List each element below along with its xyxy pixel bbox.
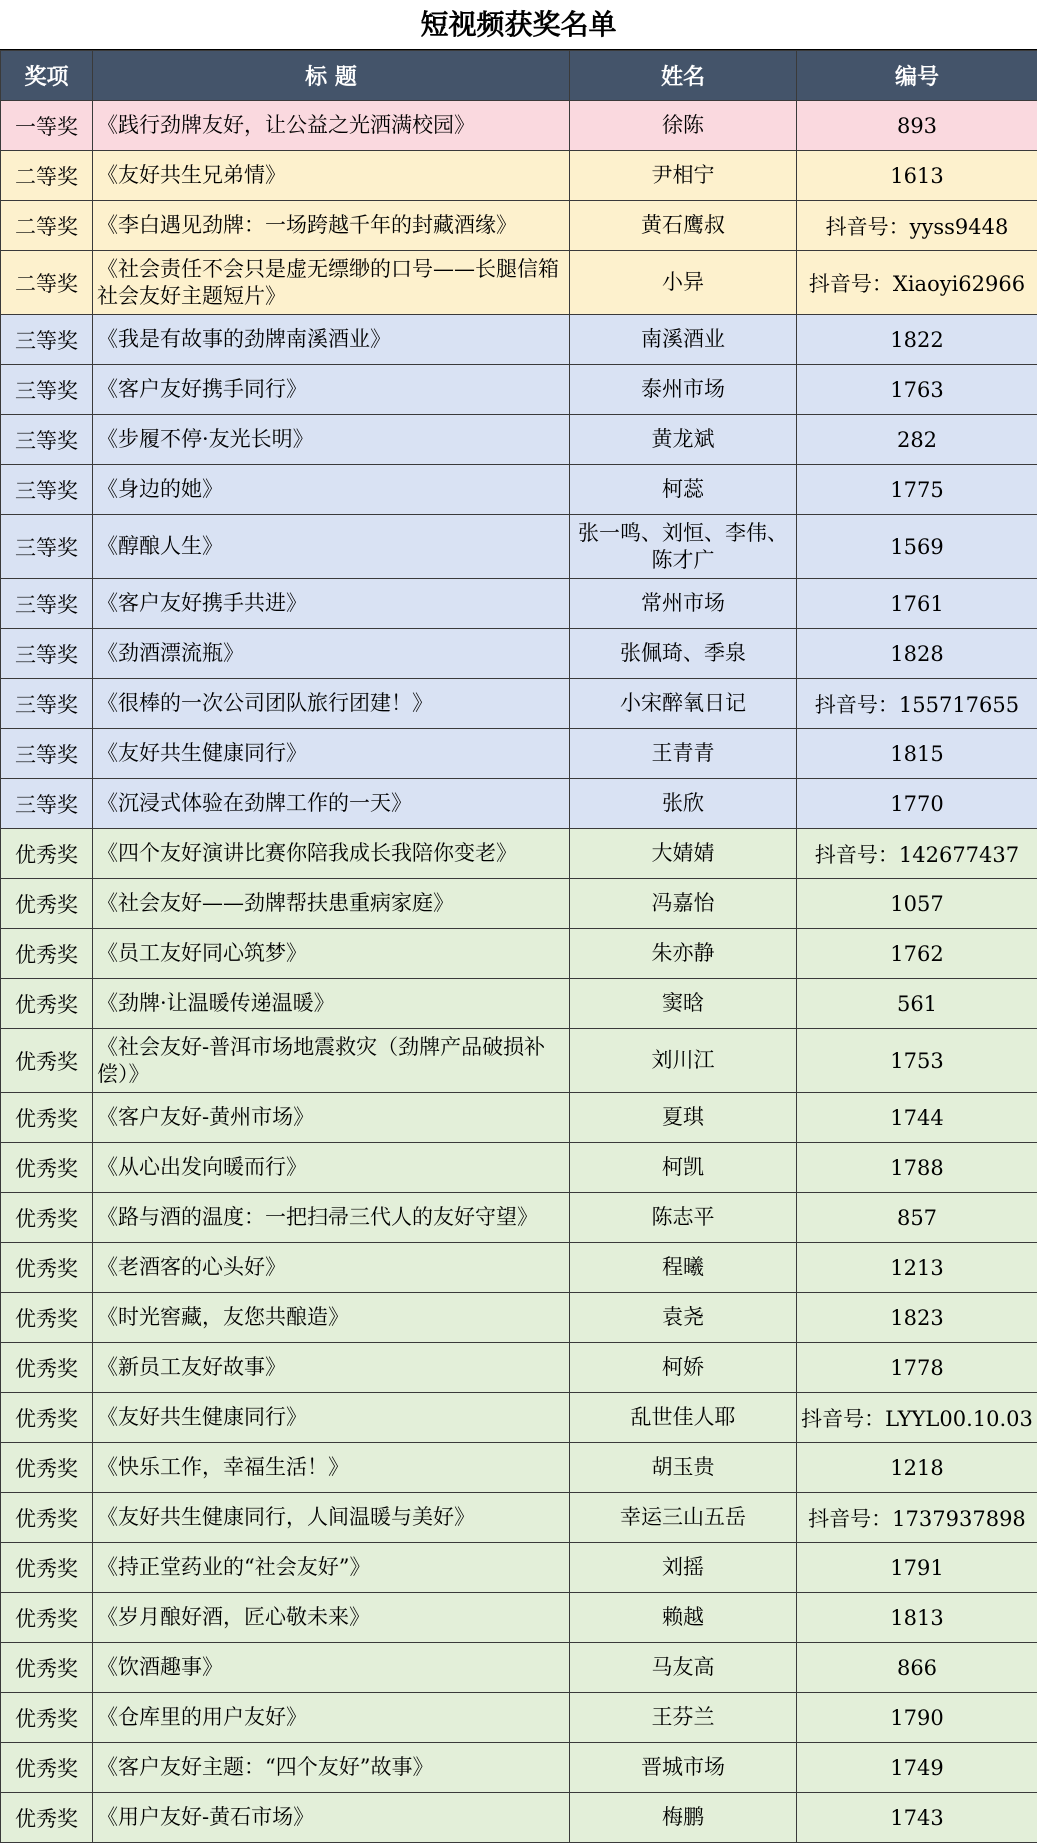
title-cell: 《饮酒趣事》 (93, 1643, 570, 1693)
award-cell: 优秀奖 (1, 1443, 93, 1493)
name-cell: 尹相宁 (570, 151, 797, 201)
table-row (1, 1743, 1037, 1793)
code-cell: 1822 (797, 315, 1037, 365)
title-cell: 《很棒的一次公司团队旅行团建！》 (93, 679, 570, 729)
code-cell: 866 (797, 1643, 1037, 1693)
award-cell: 三等奖 (1, 779, 93, 829)
title-cell: 《社会友好——劲牌帮扶患重病家庭》 (93, 879, 570, 929)
table-row (1, 1693, 1037, 1743)
name-cell: 程曦 (570, 1243, 797, 1293)
code-cell: 1744 (797, 1093, 1037, 1143)
code-cell: 1813 (797, 1593, 1037, 1643)
table-row (1, 1543, 1037, 1593)
code-cell: 1213 (797, 1243, 1037, 1293)
name-cell: 柯娇 (570, 1343, 797, 1393)
code-cell: 1791 (797, 1543, 1037, 1593)
award-cell: 优秀奖 (1, 1029, 93, 1093)
award-cell: 三等奖 (1, 365, 93, 415)
name-cell: 张欣 (570, 779, 797, 829)
title-cell: 《员工友好同心筑梦》 (93, 929, 570, 979)
table-row (1, 1393, 1037, 1443)
name-cell: 张佩琦、季泉 (570, 629, 797, 679)
code-cell: 1762 (797, 929, 1037, 979)
award-cell: 三等奖 (1, 515, 93, 579)
code-cell: 1613 (797, 151, 1037, 201)
name-cell: 泰州市场 (570, 365, 797, 415)
code-cell: 抖音号：Xiaoyi62966 (797, 251, 1037, 315)
name-cell: 小异 (570, 251, 797, 315)
name-cell: 胡玉贵 (570, 1443, 797, 1493)
table-row (1, 1643, 1037, 1693)
table-row (1, 515, 1037, 579)
award-cell: 三等奖 (1, 629, 93, 679)
award-cell: 优秀奖 (1, 1143, 93, 1193)
code-cell: 857 (797, 1193, 1037, 1243)
code-cell: 1790 (797, 1693, 1037, 1743)
name-cell: 梅鹏 (570, 1793, 797, 1843)
table-row (1, 315, 1037, 365)
name-cell: 冯嘉怡 (570, 879, 797, 929)
table-row (1, 1029, 1037, 1093)
code-cell: 抖音号：142677437 (797, 829, 1037, 879)
code-cell: 1823 (797, 1293, 1037, 1343)
award-cell: 三等奖 (1, 729, 93, 779)
table-row (1, 629, 1037, 679)
award-cell: 优秀奖 (1, 1393, 93, 1443)
header-award: 奖项 (1, 51, 93, 101)
title-cell: 《四个友好演讲比赛你陪我成长我陪你变老》 (93, 829, 570, 879)
code-cell: 893 (797, 101, 1037, 151)
title-cell: 《李白遇见劲牌：一场跨越千年的封藏酒缘》 (93, 201, 570, 251)
award-cell: 二等奖 (1, 151, 93, 201)
header-code: 编号 (797, 51, 1037, 101)
title-cell: 《劲酒漂流瓶》 (93, 629, 570, 679)
name-cell: 黄龙斌 (570, 415, 797, 465)
award-cell: 三等奖 (1, 315, 93, 365)
title-cell: 《友好共生健康同行》 (93, 1393, 570, 1443)
table-row (1, 1343, 1037, 1393)
code-cell: 1775 (797, 465, 1037, 515)
table-row (1, 1293, 1037, 1343)
name-cell: 乱世佳人耶 (570, 1393, 797, 1443)
table-row (1, 929, 1037, 979)
name-cell: 南溪酒业 (570, 315, 797, 365)
title-cell: 《沉浸式体验在劲牌工作的一天》 (93, 779, 570, 829)
title-cell: 《醇酿人生》 (93, 515, 570, 579)
code-cell: 抖音号：LYYL00.10.03 (797, 1393, 1037, 1443)
award-cell: 优秀奖 (1, 829, 93, 879)
name-cell: 马友高 (570, 1643, 797, 1693)
table-row (1, 829, 1037, 879)
award-cell: 三等奖 (1, 579, 93, 629)
name-cell: 大婧婧 (570, 829, 797, 879)
title-cell: 《路与酒的温度：一把扫帚三代人的友好守望》 (93, 1193, 570, 1243)
table-row (1, 201, 1037, 251)
title-cell: 《友好共生健康同行，人间温暖与美好》 (93, 1493, 570, 1543)
title-cell: 《从心出发向暖而行》 (93, 1143, 570, 1193)
title-cell: 《持正堂药业的“社会友好”》 (93, 1543, 570, 1593)
code-cell: 282 (797, 415, 1037, 465)
awards-table-body (1, 101, 1037, 1843)
title-cell: 《我是有故事的劲牌南溪酒业》 (93, 315, 570, 365)
title-cell: 《老酒客的心头好》 (93, 1243, 570, 1293)
award-cell: 优秀奖 (1, 1343, 93, 1393)
title-cell: 《步履不停·友光长明》 (93, 415, 570, 465)
table-row (1, 251, 1037, 315)
name-cell: 朱亦静 (570, 929, 797, 979)
page-title: 短视频获奖名单 (0, 0, 1037, 50)
table-row (1, 101, 1037, 151)
award-cell: 一等奖 (1, 101, 93, 151)
award-cell: 优秀奖 (1, 1543, 93, 1593)
award-cell: 优秀奖 (1, 1493, 93, 1543)
title-cell: 《身边的她》 (93, 465, 570, 515)
table-row (1, 1193, 1037, 1243)
awards-table (0, 50, 1037, 1843)
name-cell: 窦晗 (570, 979, 797, 1029)
table-row (1, 1093, 1037, 1143)
header-name: 姓名 (570, 51, 797, 101)
award-cell: 优秀奖 (1, 1243, 93, 1293)
table-row (1, 679, 1037, 729)
code-cell: 1761 (797, 579, 1037, 629)
code-cell: 1763 (797, 365, 1037, 415)
name-cell: 刘摇 (570, 1543, 797, 1593)
award-cell: 优秀奖 (1, 1293, 93, 1343)
award-cell: 优秀奖 (1, 1593, 93, 1643)
award-cell: 优秀奖 (1, 1643, 93, 1693)
table-row (1, 1493, 1037, 1543)
title-cell: 《劲牌·让温暖传递温暖》 (93, 979, 570, 1029)
award-cell: 优秀奖 (1, 1743, 93, 1793)
award-cell: 三等奖 (1, 679, 93, 729)
name-cell: 赖越 (570, 1593, 797, 1643)
name-cell: 黄石鹰叔 (570, 201, 797, 251)
award-cell: 优秀奖 (1, 1193, 93, 1243)
table-row (1, 729, 1037, 779)
table-row (1, 465, 1037, 515)
code-cell: 1057 (797, 879, 1037, 929)
table-row (1, 1793, 1037, 1843)
code-cell: 1743 (797, 1793, 1037, 1843)
code-cell: 抖音号：yyss9448 (797, 201, 1037, 251)
award-cell: 优秀奖 (1, 1093, 93, 1143)
title-cell: 《友好共生兄弟情》 (93, 151, 570, 201)
code-cell: 1778 (797, 1343, 1037, 1393)
code-cell: 1828 (797, 629, 1037, 679)
award-cell: 优秀奖 (1, 979, 93, 1029)
table-row (1, 415, 1037, 465)
table-row (1, 979, 1037, 1029)
title-cell: 《岁月酿好酒，匠心敬未来》 (93, 1593, 570, 1643)
award-cell: 优秀奖 (1, 929, 93, 979)
header-row (1, 51, 1037, 101)
title-cell: 《客户友好-黄州市场》 (93, 1093, 570, 1143)
table-row (1, 1143, 1037, 1193)
name-cell: 柯蕊 (570, 465, 797, 515)
name-cell: 张一鸣、刘恒、李伟、陈才广 (570, 515, 797, 579)
code-cell: 1815 (797, 729, 1037, 779)
title-cell: 《快乐工作，幸福生活！》 (93, 1443, 570, 1493)
title-cell: 《友好共生健康同行》 (93, 729, 570, 779)
award-cell: 优秀奖 (1, 1693, 93, 1743)
code-cell: 1788 (797, 1143, 1037, 1193)
table-row (1, 1243, 1037, 1293)
name-cell: 刘川江 (570, 1029, 797, 1093)
code-cell: 1749 (797, 1743, 1037, 1793)
title-cell: 《用户友好-黄石市场》 (93, 1793, 570, 1843)
code-cell: 1753 (797, 1029, 1037, 1093)
title-cell: 《客户友好主题：“四个友好”故事》 (93, 1743, 570, 1793)
name-cell: 幸运三山五岳 (570, 1493, 797, 1543)
code-cell: 561 (797, 979, 1037, 1029)
table-row (1, 1593, 1037, 1643)
title-cell: 《客户友好携手共进》 (93, 579, 570, 629)
name-cell: 王芬兰 (570, 1693, 797, 1743)
table-row (1, 579, 1037, 629)
code-cell: 1218 (797, 1443, 1037, 1493)
table-row (1, 779, 1037, 829)
award-cell: 二等奖 (1, 251, 93, 315)
title-cell: 《社会友好-普洱市场地震救灾（劲牌产品破损补偿）》 (93, 1029, 570, 1093)
name-cell: 常州市场 (570, 579, 797, 629)
name-cell: 小宋醉氧日记 (570, 679, 797, 729)
award-cell: 三等奖 (1, 415, 93, 465)
title-cell: 《时光窖藏，友您共酿造》 (93, 1293, 570, 1343)
award-cell: 二等奖 (1, 201, 93, 251)
award-cell: 优秀奖 (1, 879, 93, 929)
name-cell: 晋城市场 (570, 1743, 797, 1793)
name-cell: 柯凯 (570, 1143, 797, 1193)
table-row (1, 151, 1037, 201)
table-row (1, 1443, 1037, 1493)
code-cell: 1569 (797, 515, 1037, 579)
award-cell: 三等奖 (1, 465, 93, 515)
code-cell: 1770 (797, 779, 1037, 829)
code-cell: 抖音号：155717655 (797, 679, 1037, 729)
name-cell: 徐陈 (570, 101, 797, 151)
title-cell: 《践行劲牌友好，让公益之光洒满校园》 (93, 101, 570, 151)
name-cell: 袁尧 (570, 1293, 797, 1343)
title-cell: 《客户友好携手同行》 (93, 365, 570, 415)
title-cell: 《新员工友好故事》 (93, 1343, 570, 1393)
code-cell: 抖音号：1737937898 (797, 1493, 1037, 1543)
title-cell: 《社会责任不会只是虚无缥缈的口号——长腿信箱社会友好主题短片》 (93, 251, 570, 315)
table-row (1, 365, 1037, 415)
name-cell: 夏琪 (570, 1093, 797, 1143)
title-cell: 《仓库里的用户友好》 (93, 1693, 570, 1743)
header-title: 标 题 (93, 51, 570, 101)
table-row (1, 879, 1037, 929)
name-cell: 陈志平 (570, 1193, 797, 1243)
award-cell: 优秀奖 (1, 1793, 93, 1843)
name-cell: 王青青 (570, 729, 797, 779)
